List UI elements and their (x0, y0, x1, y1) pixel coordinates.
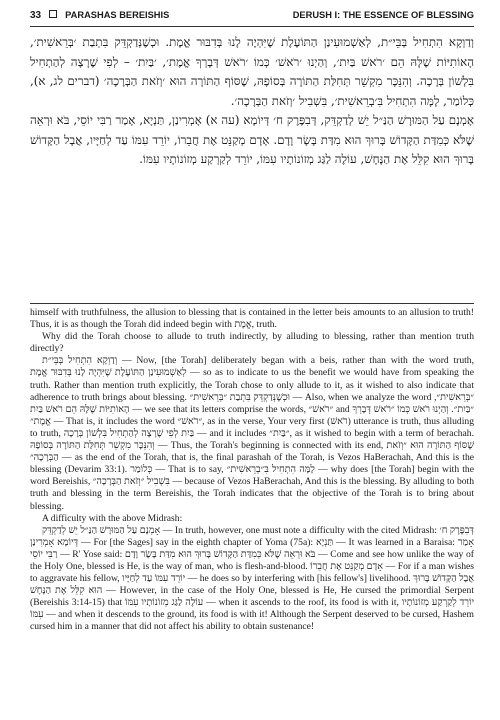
page-number: 33 (30, 10, 42, 21)
english-commentary (30, 307, 474, 712)
hebrew-paragraph: אָמְנָם עַל הַמּוּרָשׁ הַנַּ״ל יֵשׁ לְדַקְדֵּק, דְּבִפֶּרֶק ח׳ דְּיוֹמָא (עה א) אָמְרִינַן, תַּנְיָא, אָמַר רַבִּי יוֹסֵי, בֹּא וּרְאֵה שֶׁלֹּא כְּמִדַּת הַקָּדוֹשׁ בָּרוּךְ הוּא מִדַּת בָּשָׂר וָדָם. אָדָם מְקַנֵּט אֶת חֲבֵרוֹ, יוֹרֵד עִמּוֹ עַד לְחַיָּיו, אֲבָל הַקָּדוֹשׁ בָּרוּךְ הוּא קִלֵּל אֶת הַנָּחָשׁ, עוֹלֶה לַגַּג מְזוֹנוֹתָיו עִמּוֹ, יוֹרֵד לְקַרְקַע מְזוֹנוֹתָיו עִמּוֹ. (30, 113, 474, 166)
header-left (30, 10, 169, 21)
hebrew-text-block (30, 33, 474, 299)
section-title: DERUSH I: THE ESSENCE OF BLESSING (292, 10, 474, 20)
english-paragraph: Why did the Torah choose to allude to truth indirectly, by alluding to blessing, rather than mention truth directly? (30, 331, 474, 355)
hebrew-paragraph: וְדַוְקָא הִתְחִיל בְּבֵּי״ת, לְאַשְׁמוּעִינַן הַתּוֹעֶלֶת שֶׁיִּהְיֶה לָנוּ בְּדִבּוּר אֱמֶת. וּכְשֶׁנְּדַקְדֵּק בִּתְבַת ׳בְּרֵאשִׁית׳, הָאוֹתִיּוֹת שֶׁלָּהּ הֵם ׳רֹאשׁ בַּיִת׳, וְהַיְנוּ ׳רֹאשׁ׳ כְּמוֹ ׳רֹאשׁ דְּבָרְךָ אֱמֶת׳, ׳בַּיִת׳ – לְפִי שֶׁרָצָה לְהַתְחִיל בִּלְשׁוֹן בְּרָכָה. וְהִנֵּכָּר מִקְשֵׁר תְּחִלַּת הַתּוֹרָה בְּסוֹפָהּ, שֶׁסּוֹף הַתּוֹרָה הוּא ׳וְזֹאת הַבְּרָכָה׳ (דברים לג, א), כְּלוֹמַר, לָמָּה הִתְחִיל בִּ׳בְרֵאשִׁית׳, בִּשְׁבִיל ׳וְזֹאת הַבְּרָכָה׳. (30, 35, 474, 108)
english-paragraph: אָמְנָם עַל הַמּוּרָשׁ הַנַּ״ל יֵשׁ לְדַקְדֵּק — In truth, however, one must note a difficulty with the cited Midrash: דְּבִפֶּרֶק ח׳ דְּיוֹמָא אָמְרִינַן — For [the Sages] say in the eighth chapter of Yoma (75a): תַּנְיָא — It was learned in a Baraisa: אָמַר רַבִּי יוֹסֵי — R' Yose said: בֹּא וּרְאֵה שֶׁלֹּא כְּמִדַּת הַקָּדוֹשׁ בָּרוּךְ הוּא מִדַּת בָּשָׂר וָדָם — Come and see how unlike the way of the Holy One, blessed is He, is the way of man, who is flesh-and-blood. אָדָם מְקַנֵּט אֶת חֲבֵרוֹ — For if a man wishes to aggravate his fellow, יוֹרֵד עִמּוֹ עַד לְחַיָּיו — he does so by interfering with [his fellow's] livelihood. אֲבָל הַקָּדוֹשׁ בָּרוּךְ הוּא קִלֵּל אֶת הַנָּחָשׁ — However, in the case of the Holy One, blessed is He, He cursed the primordial Serpent (Bereishis 3:14-15) that עוֹלֶה לַגַּג מְזוֹנוֹתָיו עִמּוֹ — when it ascends to the roof, its food is with it, יוֹרֵד לְקַרְקַע מְזוֹנוֹתָיו עִמּוֹ — and when it descends to the ground, its food is with it! Although the Serpent deserved to be cursed, Hashem cursed him in a manner that did not affect his ability to obtain sustenance! (30, 524, 474, 633)
book-title: PARASHAS BEREISHIS (65, 10, 170, 20)
square-separator-icon (49, 10, 57, 18)
english-paragraph: himself with truthfulness, the allusion to blessing that is contained in the letter beis amounts to an allusion to truth! Thus, it is as though the Torah did indeed begin with אֱמֶת, truth. (30, 307, 474, 331)
english-paragraph: וְדַוְקָא הִתְחִיל בְּבֵּי״ת — Now, [the Torah] deliberately began with a beis, rather than with the word truth, לְאַשְׁמוּעִינַן הַתּוֹעֶלֶת שֶׁיִּהְיֶה לָנוּ בְּדִבּוּר אֱמֶת — so as to indicate to us the benefit we would have from speaking the truth. Rather than mention truth explicitly, the Torah chose to only allude to it, as it wished to also indicate that adherence to truth brings about blessing. וּכְשֶׁנְּדַקְדֵּק בִּתְבַת ״בְּרֵאשִׁית״ — Also, when we analyze the word ״בְּרֵאשִׁית״, הָאוֹתִיּוֹת שֶׁלָּהּ הֵם רֹאשׁ בַּיִת — we see that its letters comprise the words, ״רֹאשׁ״ and ״בַּיִת״. וְהַיְנוּ רֹאשׁ כְּמוֹ ״רֹאשׁ דְּבָרְךָ אֱמֶת״ — That is, it includes the word ״רֹאשׁ״, as in the verse, Your very first (רֹאשׁ) utterance is truth, thus alluding to truth, בַּיִת לְפִי שֶׁרָצָה לְהַתְחִיל בִּלְשׁוֹן בְּרָכָה — and it includes ״בַּיִת״, as it wished to begin with a term of berachah. וְהִנֵּכָּר מִקְשֵׁר תְּחִלַּת הַתּוֹרָה בְּסוֹפָהּ — Thus, the Torah's beginning is connected with its end, שֶׁסּוֹף הַתּוֹרָה הוּא ״וְזֹאת הַבְּרָכָה״ — as the end of the Torah, that is, the final parashah of the Torah, is Vezos HaBerachah, And this is the blessing (Devarim 33:1). כְּלוֹמַר — That is to say, לָמָּה הִתְחִיל בִּ״בְרֵאשִׁית״ — why does [the Torah] begin with the word Bereishis, בִּשְׁבִיל ״וְזֹאת הַבְּרָכָה״ — because of Vezos HaBerachah, And this is the blessing. By alluding to both truth and blessing in the term Bereishis, the Torah indicates that the objective of the Torah is to bring about blessing. (30, 355, 474, 512)
section-divider (30, 303, 474, 304)
english-paragraph: A difficulty with the above Midrash: (42, 512, 183, 524)
running-header (30, 10, 474, 27)
